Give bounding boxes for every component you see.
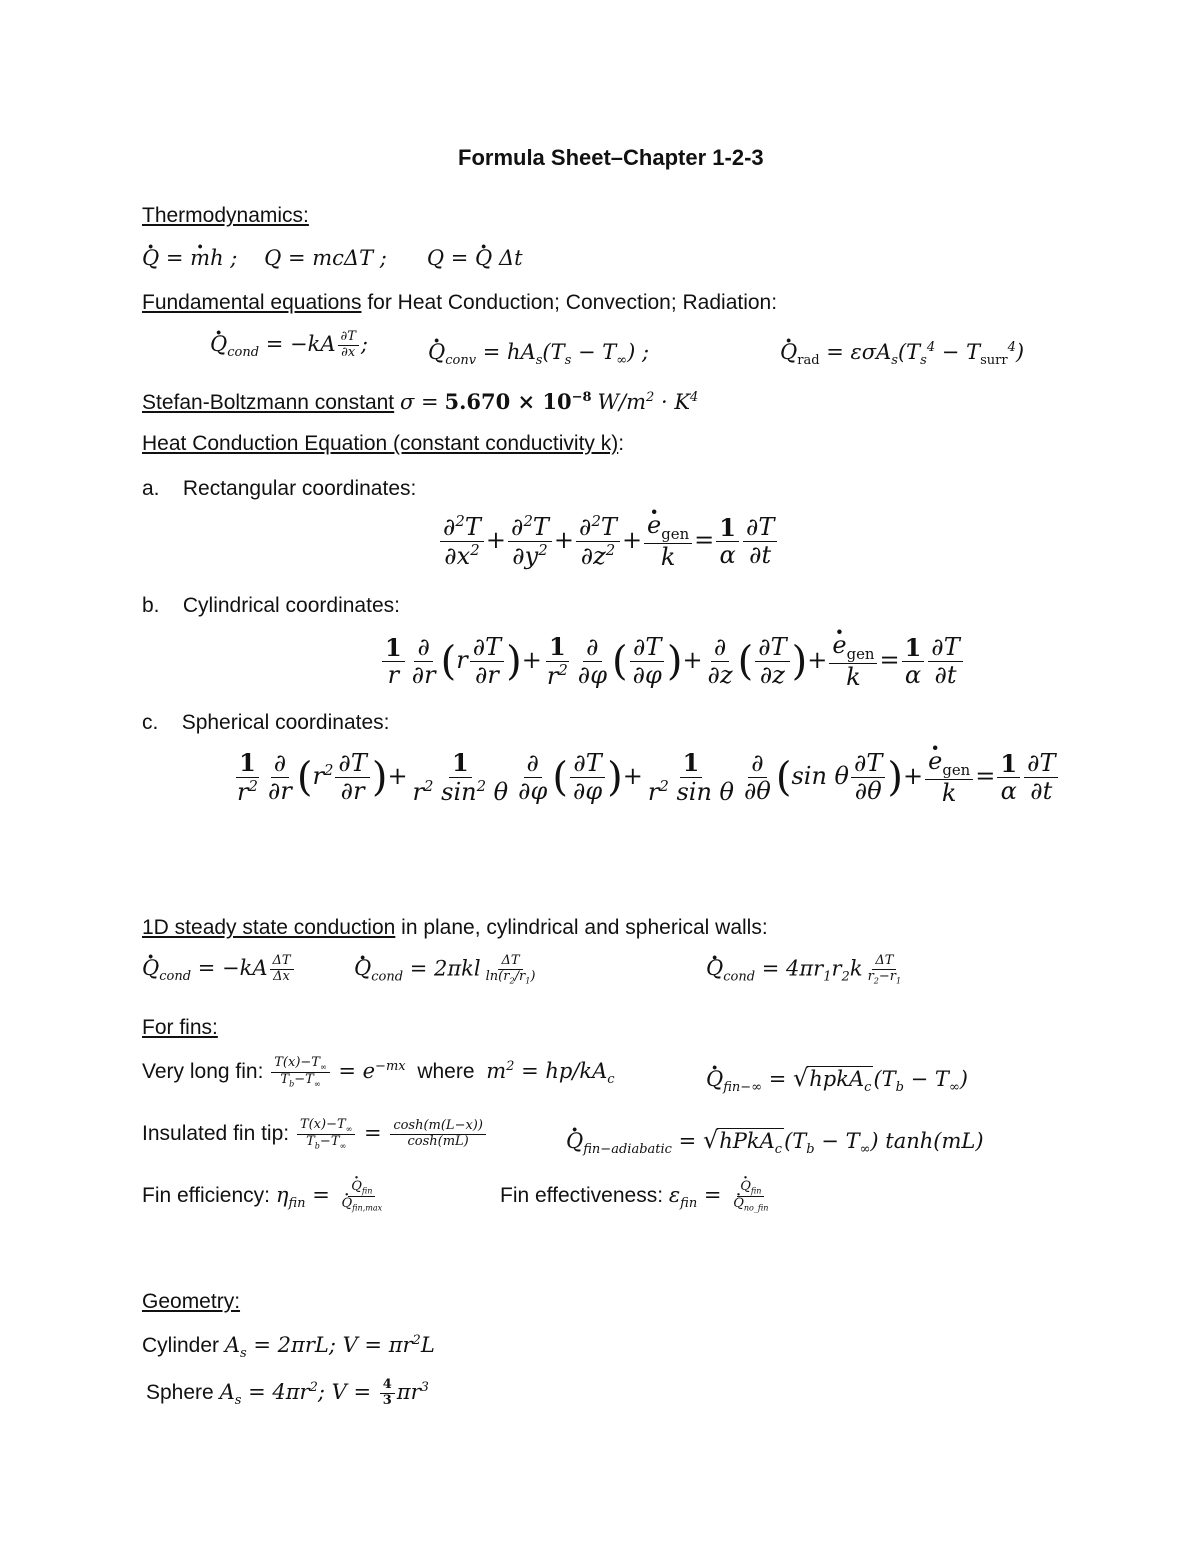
thermo-equations: Q · = m ·h ; Q = mcΔT ; Q = Q · Δt	[142, 246, 523, 270]
cylinder-geometry: Cylinder $A_s = 2\pi rL$; $V = \pi r^2L$	[142, 1333, 435, 1362]
fin-efficiency-line: Fin efficiency: $\eta_{fin}$ = $\frac{Q \cdot_{fin}}{Q \cdot_{fin,max}}$	[142, 1180, 387, 1213]
fins-heading: For fins:	[142, 1016, 218, 1039]
insulated-fin-heat-rate: $Q \cdot_{fin-adiabatic}$ = $√hPkA_c(T_b - T_\infty)$ tanh(mL)	[566, 1126, 984, 1157]
q-rad-equation: $Q \cdot_{rad} = \varepsilon\sigma A_s(T_s^4 - T_{surr}^4)$	[780, 340, 1024, 368]
fundamental-equations-text: for Heat Conduction; Convection; Radiation:	[361, 291, 778, 314]
spherical-wall-equation: $Q \cdot_{cond} = 4\pi r_1r_2k$ $\frac{\Delta T}{r_2-r_1}$	[706, 954, 906, 986]
steady-state-heading: 1D steady state conduction in plane, cylindrical and spherical walls:	[142, 916, 768, 939]
cylindrical-coordinates-label: b. Cylindrical coordinates:	[142, 594, 400, 617]
rectangular-coordinates-label: a. Rectangular coordinates:	[142, 477, 417, 500]
insulated-fin-line: Insulated fin tip: $\frac{T(x)-T_\infty}{T_b-T_\infty}$ = $\frac{\cosh(m(L-x))}{\cosh(mL)}$	[142, 1118, 488, 1151]
q-cond-equation: $Q \cdot_{cond} = -kA$ $\frac{\partial T}{\partial x}$ ;	[210, 330, 368, 361]
fin-effectiveness-line: Fin effectiveness: $\varepsilon_{fin}$ = $\frac{Q \cdot_{fin}}{Q \cdot_{no\_fin}}$	[500, 1180, 773, 1213]
plane-wall-equation: $Q \cdot_{cond} = -kA$ $\frac{\Delta T}{\Delta x}$	[142, 954, 296, 985]
cylindrical-equation: $\frac{1}{r}$ $\frac{\partial}{\partial r}$ (r $\frac{\partial T}{\partial r}$ )+ $\frac{1}{r^2}$ $\frac{\partial}{\partial\varphi}$ ( $\frac{\partial T}{\partial\varphi}$ )+ $\frac{\partial}{\partial z}$ ( $\frac{\partial T}{\partial z}$ )+ $\frac{e \cdot_{gen}}{k}$ = $\frac{1}{\alpha}$ $\frac{\partial T}{\partial t}$	[380, 632, 965, 691]
spherical-coordinates-label: c. Spherical coordinates:	[142, 711, 390, 734]
very-long-fin-line: Very long fin: $\frac{T(x)-T_\infty}{T_b-T_\infty}$ = $e^{-mx}$ where $m^2 = hp/kA_c$	[142, 1055, 615, 1089]
cylindrical-wall-equation: $Q \cdot_{cond} = 2\pi kl$ $\frac{\Delta T}{\ln(r_2/r_1)}$	[354, 954, 540, 986]
page-title: Formula Sheet–Chapter 1-2-3	[458, 145, 764, 170]
stefan-boltzmann-line: Stefan-Boltzmann constant $\sigma = 5.670 \times 10^{-8}$ $W/m^2 \cdot K^4$	[142, 389, 699, 414]
heat-conduction-equation-heading: Heat Conduction Equation (constant conductivity k):	[142, 432, 625, 455]
fundamental-equations-line	[142, 291, 777, 315]
stefan-boltzmann-unit: $W/m^2 \cdot K^4$	[597, 390, 699, 414]
stefan-boltzmann-label: Stefan-Boltzmann constant	[142, 391, 395, 414]
very-long-fin-heat-rate: $Q \cdot_{fin-\infty}$ = $√hpkA_c(T_b - T_\infty)$	[706, 1064, 968, 1095]
geometry-heading: Geometry:	[142, 1290, 241, 1313]
spherical-equation: $\frac{1}{r^2}$ $\frac{\partial}{\partial r}$ ($r^2$ $\frac{\partial T}{\partial r}$ )+ $\frac{1}{r^2 \sin^2 \theta}$ $\frac{\partial}{\partial\varphi}$ ( $\frac{\partial T}{\partial\varphi}$ )+ $\frac{1}{r^2 \sin \theta}$ $\frac{\partial}{\partial\theta}$ (sin θ $\frac{\partial T}{\partial\theta}$ )+ $\frac{e \cdot_{gen}}{k}$ = $\frac{1}{\alpha}$ $\frac{\partial T}{\partial t}$	[232, 748, 1060, 807]
q-conv-equation: $Q \cdot_{conv} = hA_s(T_s - T_\infty)$ ;	[428, 340, 649, 368]
rectangular-equation: $\frac{\partial^2T}{\partial x^2}$ + $\frac{\partial^2T}{\partial y^2}$ + $\frac{\partial^2T}{\partial z^2}$ + $\frac{e \cdot_{gen}}{k}$ = $\frac{1}{\alpha}$ $\frac{\partial T}{\partial t}$	[438, 512, 779, 571]
fundamental-equations-link: Fundamental equations	[142, 291, 362, 314]
thermodynamics-heading: Thermodynamics:	[142, 204, 309, 227]
sphere-geometry: Sphere $A_s = 4\pi r^2$; V = $\frac{4}{3}$ $\pi r^3$	[146, 1377, 429, 1409]
stefan-boltzmann-value: $5.670 \times 10^{-8}$	[444, 389, 592, 414]
